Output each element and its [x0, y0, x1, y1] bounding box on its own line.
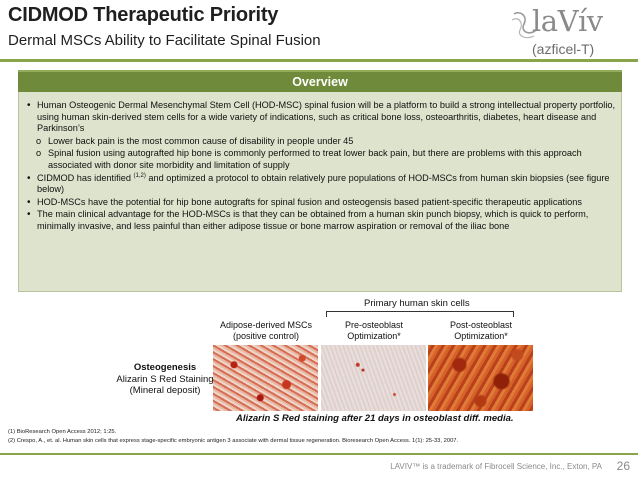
logo-subtitle: (azficel-T) — [532, 41, 595, 57]
footer-trademark: LAVIV™ is a trademark of Fibrocell Science, Inc., Exton, PA — [390, 462, 602, 471]
column-label-pre — [322, 320, 426, 342]
column-label-line: Optimization* — [347, 331, 401, 341]
circle-bullet-icon: o — [36, 148, 42, 159]
circle-bullet-icon: o — [36, 135, 42, 146]
row-label-osteogenesis — [110, 362, 220, 397]
sub-bullet-text: Lower back pain is the most common cause of disability in people under 45 — [48, 135, 354, 146]
references — [8, 428, 458, 446]
stain-image-pre-osteoblast — [321, 345, 426, 411]
row-label-line: Alizarin S Red Staining — [116, 373, 214, 385]
overview-heading: Overview — [18, 70, 622, 92]
stain-image-adipose — [213, 345, 318, 411]
bullet-text: and optimized a protocol to obtain relatively pure populations of HOD-MSCs from human skin biopsies (see figure below) — [37, 172, 610, 195]
bullet-text: CIDMOD has identified — [37, 172, 134, 183]
group-bracket — [326, 311, 514, 317]
column-label-post — [428, 320, 534, 342]
row-label-line: (Mineral deposit) — [129, 385, 201, 396]
bullet-item — [26, 197, 616, 209]
logo-wordmark: laVív — [532, 4, 603, 38]
column-label-adipose — [212, 320, 320, 342]
reference-item: (2) Crespo, A., et. al. Human skin cells that express stage-specific embryonic antigen 3 associate with dermal tissue regeneration. Bioresearch Open Access. 1(1): 25-33, 2007. — [8, 438, 459, 444]
column-label-line: (positive control) — [232, 331, 300, 341]
reference-item: (1) BioResearch Open Access 2012; 1:25. — [8, 429, 117, 435]
page-number: 26 — [616, 459, 630, 473]
primary-cells-label: Primary human skin cells — [364, 298, 470, 309]
bullet-item — [26, 173, 616, 196]
stain-image-post-osteoblast — [428, 345, 533, 411]
column-label-line: Pre-osteoblast — [344, 320, 404, 330]
column-label-line: Optimization* — [454, 331, 508, 341]
laviv-logo — [510, 4, 634, 62]
bullet-text: The main clinical advantage for the HOD-MSCs is that they can be obtained from a human skin punch biopsy, which is quick to perform, minimally invasive, and less painful than either adipose tissue or bone marrow aspiration or removal of the iliac bone — [37, 209, 589, 231]
sub-bullet-item — [26, 136, 616, 148]
sub-bullet-item — [26, 148, 616, 171]
citation-superscript: (1,2) — [133, 172, 146, 179]
column-label-line: Post-osteoblast — [449, 320, 513, 330]
overview-bullets — [26, 100, 616, 234]
page-title: CIDMOD Therapeutic Priority — [8, 4, 279, 26]
bullet-text: Human Osteogenic Dermal Mesenchymal Stem Cell (HOD-MSC) spinal fusion will be a platform to build a strong intellectual property portfolio, using human skin-derived stem cells for a wide variety of indications, such as critical bone loss, osteoarthritis, diabetes, heart disease and Parkinson’s — [37, 100, 616, 134]
bullet-item — [26, 100, 616, 135]
bullet-item — [26, 209, 616, 232]
page-subtitle: Dermal MSCs Ability to Facilitate Spinal Fusion — [8, 32, 321, 49]
row-label-title: Osteogenesis — [133, 362, 197, 373]
sub-bullet-text: Spinal fusion using autografted hip bone is commonly performed to treat lower back pain, but there are problems with this approach associated with donor site morbidity and limitation of supply — [48, 148, 582, 170]
column-label-line: Adipose-derived MSCs — [219, 320, 313, 330]
bullet-text: HOD-MSCs have the potential for hip bone autografts for spinal fusion and osteogensis based patient-specific therapeutic applications — [37, 196, 582, 207]
figure-caption: Alizarin S Red staining after 21 days in osteoblast diff. media. — [236, 413, 514, 424]
title-divider — [0, 59, 638, 62]
